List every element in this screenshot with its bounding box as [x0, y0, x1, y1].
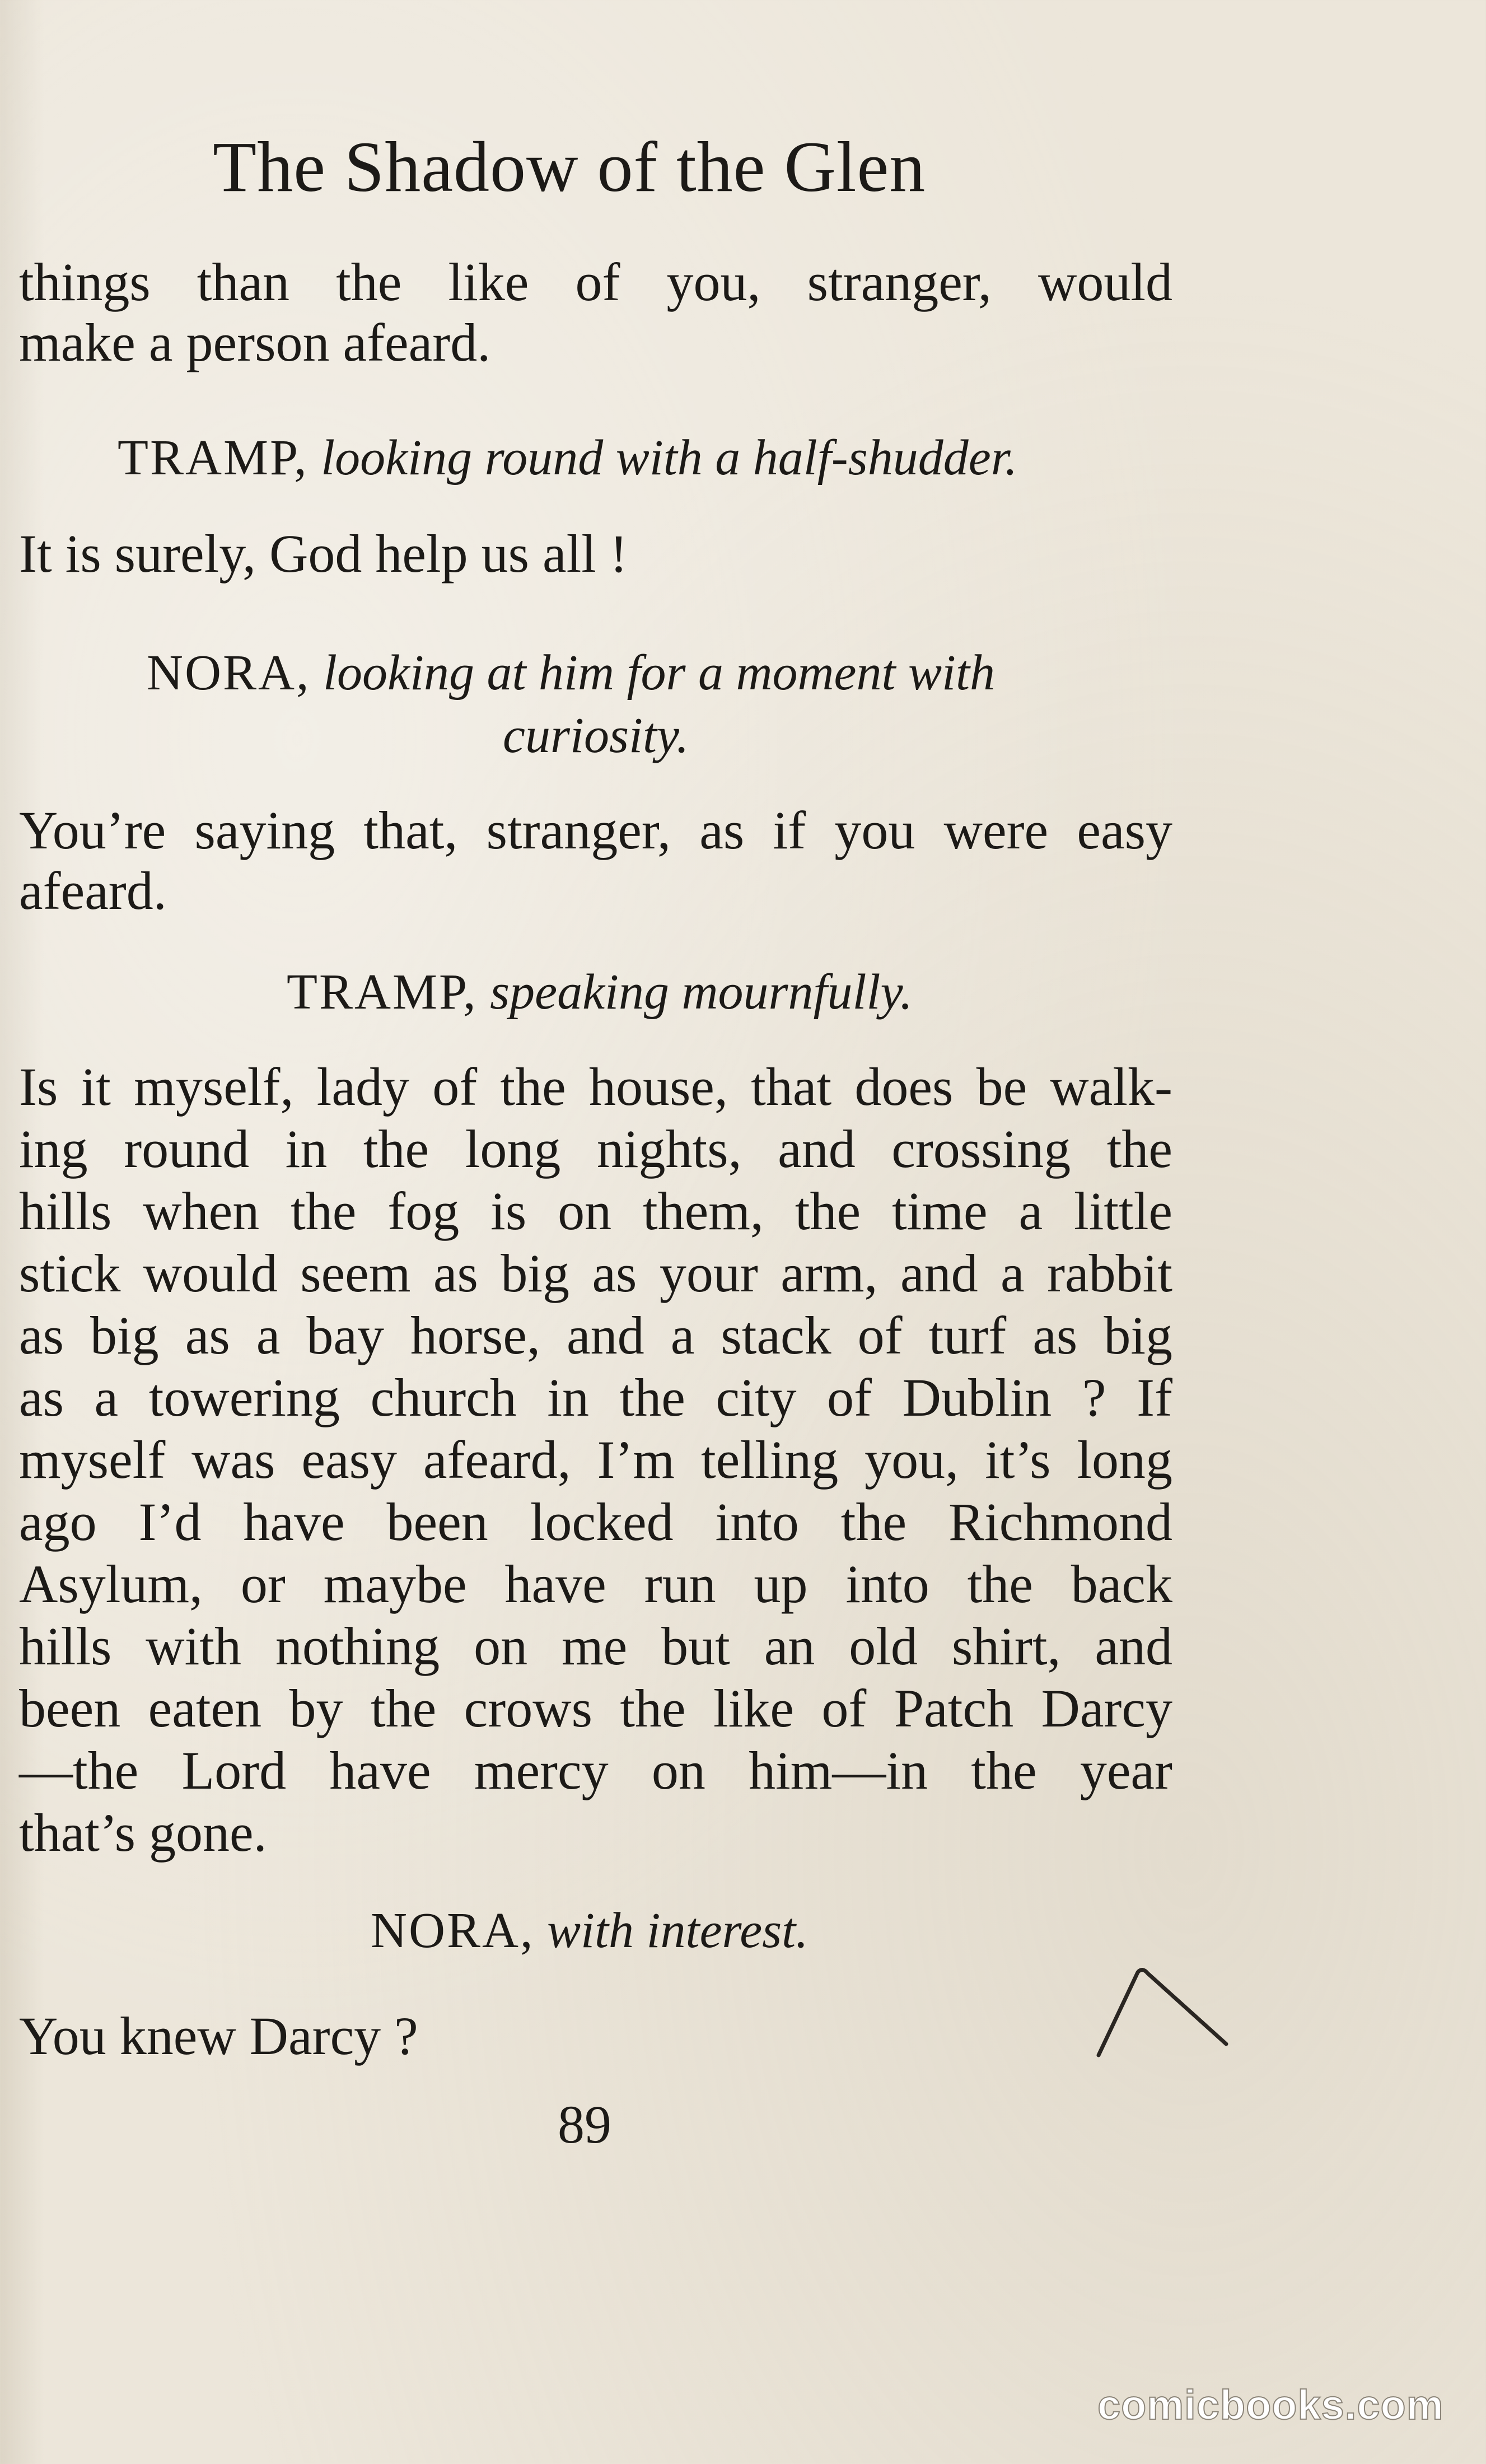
stage-direction: [0, 644, 1486, 702]
text-line: afeard.: [19, 861, 167, 921]
text-line: —the Lord have mercy on him—in the year: [19, 1740, 1172, 1800]
text-line: that’s gone.: [19, 1803, 267, 1863]
stage-direction: [0, 429, 1486, 487]
text-line: You’re saying that, stranger, as if you were easy: [19, 800, 1172, 860]
text-line: make a person afeard.: [19, 312, 491, 372]
direction-text: with interest.: [547, 1903, 809, 1958]
text-line: Is it myself, lady of the house, that does be walk-: [19, 1057, 1172, 1117]
text-line: hills when the fog is on them, the time a little: [19, 1181, 1172, 1241]
direction-text: curiosity.: [503, 708, 689, 763]
pencil-caret-mark: [1092, 1960, 1237, 2072]
page-number: 89: [558, 2094, 611, 2154]
text-line: It is surely, God help us all !: [19, 524, 628, 584]
stage-direction-cont: [0, 707, 1486, 764]
speaker-name: NORA,: [147, 645, 311, 701]
running-head: The Shadow of the Glen: [213, 127, 926, 207]
text-line: Asylum, or maybe have run up into the back: [19, 1554, 1172, 1614]
text-line: ago I’d have been locked into the Richmond: [19, 1492, 1172, 1552]
stage-direction: [0, 963, 1486, 1021]
speaker-name: NORA,: [371, 1903, 535, 1958]
text-line: You knew Darcy ?: [19, 2006, 418, 2066]
text-line: been eaten by the crows the like of Patch Darcy: [19, 1678, 1172, 1738]
text-line: ing round in the long nights, and crossing the: [19, 1119, 1172, 1179]
speaker-name: TRAMP,: [287, 964, 478, 1020]
stage-direction: [0, 1902, 1486, 1959]
text-line: hills with nothing on me but an old shirt, and: [19, 1616, 1172, 1676]
text-line: as a towering church in the city of Dublin ? If: [19, 1368, 1172, 1427]
text-line: things than the like of you, stranger, would: [19, 252, 1172, 312]
text-line: stick would seem as big as your arm, and a rabbit: [19, 1243, 1172, 1303]
speaker-name: TRAMP,: [118, 430, 309, 486]
watermark: comicbooks.com: [1097, 2382, 1444, 2428]
text-line: as big as a bay horse, and a stack of turf as big: [19, 1305, 1172, 1365]
text-line: myself was easy afeard, I’m telling you, it’s long: [19, 1430, 1172, 1490]
direction-text: speaking mournfully.: [490, 964, 913, 1020]
direction-text: looking at him for a moment with: [323, 645, 995, 701]
direction-text: looking round with a half-shudder.: [321, 430, 1018, 486]
